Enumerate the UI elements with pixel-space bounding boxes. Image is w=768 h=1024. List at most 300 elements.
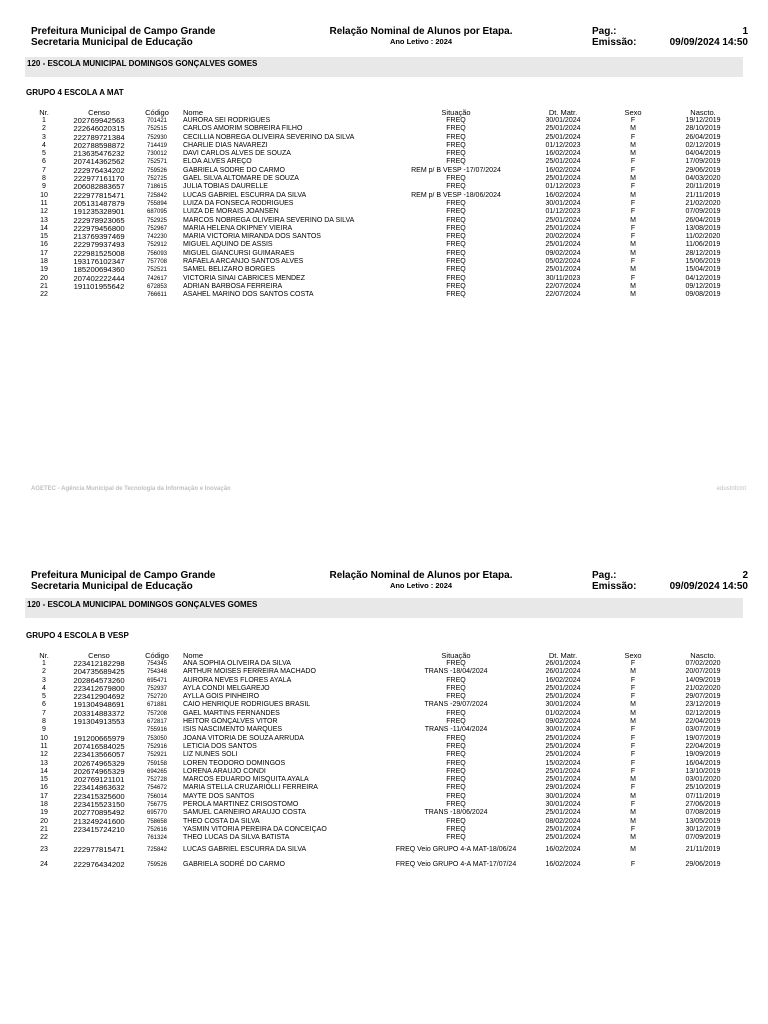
table-row [25, 283, 743, 291]
cell-nome: CARLOS AMORIM SOBREIRA FILHO [183, 125, 303, 133]
cell-censo: 213769397469 [73, 233, 125, 242]
table-row [25, 192, 743, 200]
cell-censo: 205131487879 [73, 199, 125, 208]
cell-situacao: REM p/ B VESP -18/06/2024 [411, 191, 501, 199]
cell-censo: 223412679800 [73, 684, 125, 693]
cell-sexo: F [630, 224, 636, 232]
cell-sexo: M [630, 809, 636, 817]
cell-dt-matr: 30/01/2024 [545, 199, 581, 207]
cell-nascto: 21/02/2020 [685, 199, 721, 207]
cell-dt-matr: 16/02/2024 [545, 150, 581, 158]
table-row [25, 793, 743, 801]
cell-nr: 22 [40, 291, 48, 299]
cell-sexo: F [630, 726, 636, 734]
cell-nr: 16 [40, 241, 48, 249]
col-nascto: Nascto. [690, 651, 716, 660]
cell-censo: 213249241600 [73, 817, 125, 826]
cell-sexo: M [630, 191, 636, 199]
cell-situacao: FREQ [446, 158, 466, 166]
cell-nr: 23 [40, 845, 48, 853]
col-codigo: Código [145, 651, 169, 660]
school-bar [25, 57, 743, 77]
cell-nr: 14 [40, 224, 48, 232]
col-nr: Nr. [39, 651, 49, 660]
cell-sexo: F [630, 208, 636, 216]
report-title-block [300, 570, 542, 590]
table-row [25, 291, 743, 299]
cell-situacao: TRANS -29/07/2024 [424, 701, 488, 709]
cell-dt-matr: 30/01/2024 [545, 701, 581, 709]
cell-nr: 17 [40, 792, 48, 800]
cell-sexo: M [630, 834, 636, 842]
cell-sexo: M [630, 141, 636, 149]
cell-situacao: FREQ [446, 718, 466, 726]
cell-nr: 5 [42, 150, 46, 158]
cell-nr: 4 [42, 684, 46, 692]
page-meta-values [670, 26, 748, 48]
cell-nr: 19 [40, 266, 48, 274]
cell-nascto: 22/04/2019 [685, 742, 721, 750]
cell-codigo: 752916 [146, 743, 168, 750]
cell-censo: 222977815471 [73, 191, 125, 200]
cell-nome: ANA SOPHIA OLIVEIRA DA SILVA [183, 660, 291, 667]
cell-codigo: 759526 [146, 167, 168, 174]
cell-censo: 222979456800 [73, 224, 125, 233]
col-codigo: Código [145, 108, 169, 117]
cell-dt-matr: 25/01/2024 [545, 809, 581, 817]
cell-codigo: 758658 [146, 818, 168, 825]
table-row [25, 200, 743, 208]
cell-nascto: 13/08/2019 [685, 224, 721, 232]
cell-dt-matr: 16/02/2024 [545, 676, 581, 684]
cell-sexo: F [630, 133, 636, 141]
cell-nr: 11 [40, 742, 48, 750]
cell-nascto: 07/09/2019 [685, 834, 721, 842]
org-line1: Prefeitura Municipal de Campo Grande [31, 26, 216, 37]
cell-nascto: 11/02/2020 [685, 233, 721, 241]
cell-nome: DAVI CARLOS ALVES DE SOUZA [183, 150, 291, 158]
cell-nascto: 04/12/2019 [685, 274, 721, 282]
cell-dt-matr: 09/02/2024 [545, 249, 581, 257]
cell-nascto: 30/12/2019 [685, 825, 721, 833]
cell-censo: 223415523150 [73, 801, 125, 810]
cell-nr: 8 [42, 718, 46, 726]
table-row [25, 125, 743, 133]
cell-nome: ASAHEL MARINO DOS SANTOS COSTA [183, 291, 314, 299]
page-label: Pag.: [592, 570, 617, 581]
cell-dt-matr: 25/01/2024 [545, 834, 581, 842]
table-header-row [25, 108, 743, 117]
report-title: Relação Nominal de Alunos por Etapa. [329, 570, 513, 581]
cell-censo: 223412182298 [73, 660, 125, 668]
cell-nr: 13 [40, 216, 48, 224]
cell-censo [63, 726, 135, 734]
cell-sexo: F [630, 660, 636, 667]
cell-nr: 15 [40, 776, 48, 784]
cell-dt-matr: 15/02/2024 [545, 759, 581, 767]
cell-nome: GAEL SILVA ALTOMARE DE SOUZA [183, 175, 299, 183]
cell-nascto: 26/04/2019 [685, 216, 721, 224]
cell-situacao: FREQ [446, 784, 466, 792]
cell-nome: MARIA HELENA OKIPNEY VIEIRA [183, 224, 293, 232]
report-title-block [300, 26, 542, 46]
cell-codigo: 759526 [146, 861, 168, 868]
student-table [25, 651, 743, 873]
cell-nascto: 15/04/2019 [685, 266, 721, 274]
cell-dt-matr: 16/02/2024 [545, 845, 581, 853]
cell-dt-matr: 29/01/2024 [545, 784, 581, 792]
cell-codigo: 672853 [146, 283, 168, 290]
cell-censo: 223415325600 [73, 792, 125, 801]
cell-codigo: 701421 [146, 118, 168, 124]
cell-nr: 16 [40, 784, 48, 792]
cell-sexo: F [630, 199, 636, 207]
cell-dt-matr: 25/01/2024 [545, 776, 581, 784]
student-table [25, 108, 743, 300]
cell-nr: 10 [40, 191, 48, 199]
cell-nr: 11 [40, 199, 48, 207]
cell-codigo: 752728 [146, 777, 168, 784]
cell-dt-matr: 30/11/2023 [545, 274, 581, 282]
page-meta-labels [592, 26, 636, 48]
cell-nr: 1 [42, 660, 46, 667]
cell-codigo: 752921 [146, 752, 168, 759]
cell-censo: 222646020315 [73, 125, 125, 134]
table-row [25, 693, 743, 701]
cell-sexo: M [630, 249, 636, 257]
cell-dt-matr: 16/02/2024 [545, 191, 581, 199]
col-nome: Nome [183, 108, 204, 117]
cell-nr: 20 [40, 817, 48, 825]
table-row [25, 760, 743, 768]
cell-nome: ADRIAN BARBOSA FERREIRA [183, 282, 283, 290]
cell-codigo: 756775 [146, 802, 168, 809]
cell-censo: 202788598872 [73, 141, 125, 150]
table-row [25, 843, 743, 858]
cell-situacao: FREQ [446, 759, 466, 767]
cell-nome: GABRIELA SODRÉ DO CARMO [183, 860, 285, 868]
cell-codigo: 753050 [146, 735, 168, 742]
cell-nascto: 20/07/2019 [685, 668, 721, 676]
cell-censo: 202674965329 [73, 759, 125, 768]
col-situacao: Situação [441, 108, 471, 117]
report-page-1 [0, 0, 768, 500]
org-header [31, 26, 215, 48]
cell-sexo: F [630, 158, 636, 166]
cell-codigo: 754345 [146, 661, 168, 667]
cell-nome: MARIA STELLA CRUZARIOLLI FERREIRA [183, 784, 318, 792]
table-row [25, 183, 743, 191]
cell-codigo: 752912 [146, 242, 168, 249]
cell-sexo: M [630, 845, 636, 853]
cell-situacao: FREQ [446, 776, 466, 784]
cell-situacao: REM p/ B VESP -17/07/2024 [411, 166, 501, 174]
table-row [25, 175, 743, 183]
cell-nr: 2 [42, 668, 46, 676]
cell-censo [63, 291, 135, 299]
cell-dt-matr: 05/02/2024 [545, 258, 581, 266]
cell-nascto: 20/11/2019 [685, 183, 721, 191]
cell-nome: GAEL MARTINS FERNANDES [183, 709, 280, 717]
cell-nascto: 09/12/2019 [685, 282, 721, 290]
cell-dt-matr: 22/07/2024 [545, 282, 581, 290]
table-row [25, 726, 743, 734]
cell-censo: 193176102347 [73, 258, 125, 267]
year-label: Ano Letivo : 2024 [389, 581, 453, 590]
cell-censo: 203314883372 [73, 709, 125, 718]
cell-nascto: 15/06/2019 [685, 258, 721, 266]
cell-sexo: M [630, 175, 636, 183]
cell-codigo: 752521 [146, 267, 168, 274]
cell-censo: 207402222444 [73, 274, 125, 283]
cell-nome: ARTHUR MOISES FERREIRA MACHADO [183, 668, 316, 676]
cell-nascto: 21/02/2020 [685, 684, 721, 692]
cell-situacao: FREQ [446, 825, 466, 833]
cell-codigo: 742230 [146, 234, 168, 241]
cell-sexo: F [630, 233, 636, 241]
cell-sexo: F [630, 274, 636, 282]
cell-sexo: F [630, 784, 636, 792]
col-sexo: Sexo [624, 651, 642, 660]
report-page-2 [0, 560, 768, 1024]
cell-situacao: FREQ [446, 117, 466, 124]
cell-censo: 223413566057 [73, 751, 125, 760]
table-row [25, 275, 743, 283]
cell-situacao: FREQ [446, 734, 466, 742]
cell-dt-matr: 30/01/2024 [545, 792, 581, 800]
cell-nome: CHARLIE DIAS NAVAREZI [183, 141, 268, 149]
table-row [25, 208, 743, 216]
cell-codigo: 754348 [146, 669, 168, 676]
cell-censo: 191304913553 [73, 718, 125, 727]
cell-codigo: 752720 [146, 694, 168, 701]
cell-nome: JULIA TOBIAS DAURELLE [183, 183, 268, 191]
col-sexo: Sexo [624, 108, 642, 117]
cell-dt-matr: 25/01/2024 [545, 133, 581, 141]
cell-nr: 9 [42, 726, 46, 734]
cell-dt-matr: 25/01/2024 [545, 825, 581, 833]
cell-nr: 1 [42, 117, 46, 124]
cell-dt-matr: 01/12/2023 [545, 208, 581, 216]
table-row [25, 167, 743, 175]
cell-nr: 19 [40, 809, 48, 817]
cell-codigo: 752616 [146, 826, 168, 833]
cell-sexo: F [630, 825, 636, 833]
cell-sexo: M [630, 241, 636, 249]
cell-codigo: 752515 [146, 126, 168, 133]
table-row [25, 217, 743, 225]
table-row [25, 735, 743, 743]
cell-dt-matr: 16/02/2024 [545, 860, 581, 868]
cell-situacao: FREQ [446, 199, 466, 207]
cell-situacao: TRANS -18/06/2024 [424, 809, 488, 817]
cell-nascto: 21/11/2019 [685, 191, 721, 199]
cell-nascto: 07/11/2019 [685, 792, 721, 800]
cell-nr: 7 [42, 166, 46, 174]
col-nascto: Nascto. [690, 108, 716, 117]
cell-dt-matr: 26/01/2024 [545, 660, 581, 667]
cell-situacao: FREQ Veio GRUPO 4-A MAT-17/07/24 [395, 861, 517, 869]
cell-nome: LIZ NUNES SOLI [183, 751, 238, 759]
cell-nascto: 27/06/2019 [685, 801, 721, 809]
cell-sexo: F [630, 759, 636, 767]
cell-sexo: F [630, 767, 636, 775]
cell-situacao: FREQ [446, 767, 466, 775]
cell-nascto: 16/04/2019 [685, 759, 721, 767]
cell-nome: MAYTE DOS SANTOS [183, 792, 255, 800]
cell-sexo: F [630, 751, 636, 759]
cell-codigo: 755916 [146, 727, 168, 734]
col-dt-matr: Dt. Matr. [548, 651, 578, 660]
cell-nascto: 07/08/2019 [685, 809, 721, 817]
cell-situacao: TRANS -18/04/2024 [424, 668, 488, 676]
table-row [25, 250, 743, 258]
cell-nascto: 02/12/2019 [685, 141, 721, 149]
cell-censo: 207416584025 [73, 742, 125, 751]
cell-censo: 223415724210 [73, 825, 125, 834]
cell-dt-matr: 01/02/2024 [545, 709, 581, 717]
cell-nr: 9 [42, 183, 46, 191]
cell-nr: 14 [40, 767, 48, 775]
cell-situacao: FREQ [446, 792, 466, 800]
cell-situacao: FREQ [446, 291, 466, 299]
cell-nr: 22 [40, 834, 48, 842]
cell-nome: MARCOS NOBREGA OLIVEIRA SEVERINO DA SILVA [183, 216, 355, 224]
cell-codigo: 687095 [146, 209, 168, 216]
cell-codigo: 725842 [146, 846, 168, 853]
cell-nome: AYLA CONDI MELGAREJO [183, 684, 270, 692]
cell-nome: RAFAELA ARCANJO SANTOS ALVES [183, 258, 304, 266]
group-title: GRUPO 4 ESCOLA B VESP [26, 631, 129, 640]
cell-dt-matr: 30/01/2024 [545, 726, 581, 734]
cell-nr: 3 [42, 133, 46, 141]
cell-censo: 202769121101 [73, 776, 125, 785]
cell-dt-matr: 30/01/2024 [545, 117, 581, 124]
cell-codigo: 752725 [146, 176, 168, 183]
cell-situacao: FREQ [446, 660, 466, 667]
cell-situacao: FREQ [446, 249, 466, 257]
cell-nr: 2 [42, 125, 46, 133]
cell-situacao: FREQ [446, 751, 466, 759]
cell-censo: 222976434202 [73, 166, 125, 175]
cell-situacao: FREQ Veio GRUPO 4-A MAT-18/06/24 [395, 846, 517, 854]
cell-nascto: 29/06/2019 [685, 166, 721, 174]
cell-sexo: F [630, 734, 636, 742]
table-row [25, 134, 743, 142]
table-row [25, 668, 743, 676]
cell-sexo: M [630, 709, 636, 717]
cell-dt-matr: 25/01/2024 [545, 742, 581, 750]
cell-situacao: FREQ [446, 233, 466, 241]
cell-nr: 12 [40, 208, 48, 216]
cell-codigo: 671881 [146, 702, 168, 709]
cell-situacao: FREQ [446, 693, 466, 701]
cell-codigo: 756093 [146, 250, 168, 257]
cell-codigo: 757708 [146, 259, 168, 266]
cell-codigo: 695770 [146, 810, 168, 817]
cell-nome: MIGUEL GIANCURSI GUIMARAES [183, 249, 295, 257]
cell-codigo: 759158 [146, 760, 168, 767]
cell-nome: GABRIELA SODRÉ DO CARMO [183, 166, 285, 174]
cell-censo: 202770895492 [73, 809, 125, 818]
cell-sexo: M [630, 668, 636, 676]
table-row [25, 241, 743, 249]
cell-nr: 10 [40, 734, 48, 742]
cell-nascto: 13/10/2019 [685, 767, 721, 775]
cell-nascto: 03/01/2020 [685, 776, 721, 784]
cell-nome: MIGUEL AQUINO DE ASSIS [183, 241, 273, 249]
cell-nr: 24 [40, 860, 48, 868]
cell-nr: 4 [42, 141, 46, 149]
cell-situacao: FREQ [446, 742, 466, 750]
cell-situacao: FREQ [446, 282, 466, 290]
cell-nome: CAIO HENRIQUE RODRIGUES BRASIL [183, 701, 311, 709]
org-line2: Secretaria Municipal de Educação [31, 581, 193, 592]
cell-situacao: FREQ [446, 258, 466, 266]
cell-dt-matr: 25/01/2024 [545, 224, 581, 232]
cell-dt-matr: 25/01/2024 [545, 693, 581, 701]
cell-nascto: 21/11/2019 [685, 845, 721, 853]
cell-censo: 202864573260 [73, 676, 125, 685]
cell-dt-matr: 25/01/2024 [545, 751, 581, 759]
cell-nr: 15 [40, 233, 48, 241]
page-number: 2 [742, 570, 748, 581]
col-dt-matr: Dt. Matr. [548, 108, 578, 117]
cell-nome: ISIS NASCIMENTO MARQUES [183, 726, 283, 734]
cell-nr: 18 [40, 258, 48, 266]
cell-dt-matr: 25/01/2024 [545, 684, 581, 692]
cell-nascto: 22/04/2019 [685, 718, 721, 726]
school-name: 120 - ESCOLA MUNICIPAL DOMINGOS GONÇALVES GOMES [27, 600, 258, 609]
table-row [25, 158, 743, 166]
cell-codigo: 752937 [146, 685, 168, 692]
cell-sexo: F [630, 166, 636, 174]
cell-nr: 6 [42, 158, 46, 166]
cell-dt-matr: 08/02/2024 [545, 817, 581, 825]
footer-code: edustnfcmt [716, 486, 746, 492]
cell-dt-matr: 16/02/2024 [545, 166, 581, 174]
cell-nome: MARCOS EDUARDO MISQUITA AYALA [183, 776, 309, 784]
cell-sexo: M [630, 266, 636, 274]
cell-censo [63, 834, 135, 842]
cell-censo: 191304948691 [73, 701, 125, 710]
col-nome: Nome [183, 651, 204, 660]
cell-censo: 222976434202 [73, 859, 125, 869]
cell-censo: 223414863632 [73, 784, 125, 793]
cell-situacao: FREQ [446, 224, 466, 232]
page-meta-labels [592, 570, 636, 592]
cell-nome: AURORA SEI RODRIGUES [183, 117, 271, 124]
table-header-row [25, 651, 743, 660]
table-row [25, 826, 743, 834]
cell-codigo: 752571 [146, 159, 168, 166]
table-row [25, 258, 743, 266]
cell-censo: 204735689425 [73, 668, 125, 677]
cell-situacao: FREQ [446, 817, 466, 825]
cell-situacao: FREQ [446, 175, 466, 183]
report-title: Relação Nominal de Alunos por Etapa. [329, 26, 513, 37]
cell-codigo: 752967 [146, 225, 168, 232]
cell-nome: LUCAS GABRIEL ESCURRA DA SILVA [183, 845, 307, 853]
cell-nascto: 03/07/2019 [685, 726, 721, 734]
cell-situacao: FREQ [446, 834, 466, 842]
cell-censo: 222979937493 [73, 241, 125, 250]
table-row [25, 784, 743, 792]
cell-sexo: M [630, 792, 636, 800]
col-censo: Censo [88, 108, 110, 117]
cell-sexo: M [630, 701, 636, 709]
cell-dt-matr: 30/01/2024 [545, 801, 581, 809]
